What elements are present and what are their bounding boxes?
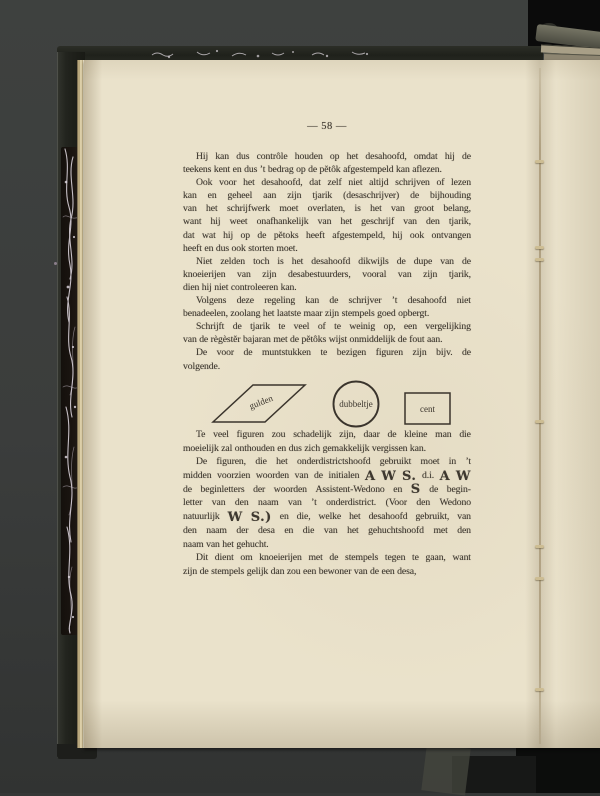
text-line: Te veel figuren zou schadelijk zijn, daar de kleine man die xyxy=(196,429,471,440)
text-line: midden voorzien woorden van de initialen A W S. d.i. A W xyxy=(183,468,471,484)
text-line: De figuren, die het onderdistrictshoofd gebruikt moet in ’t xyxy=(196,456,471,468)
gutter-stitch xyxy=(535,688,544,691)
text-line: Schrijft de tjarik te veel of te weinig op, een vergelijking xyxy=(196,321,471,333)
text-line: Niet zelden toch is het desahoofd dikwijls de dupe van de xyxy=(196,255,471,267)
gulden-label: gulden xyxy=(247,392,275,412)
text-line: de beginletters der woorden Assistent-Wedono en S de begin- xyxy=(183,482,471,498)
text-line: Volgens deze regeling kan de schrijver ’t desahoofd niet xyxy=(196,295,471,307)
text-line: Dit dient om knoeierijen met de stempels tegen te gaan, want xyxy=(196,552,471,564)
dubbeltje-label: dubbeltje xyxy=(339,399,373,409)
coin-figures xyxy=(183,377,471,429)
text-line: den naam der desa en die van het gehuchtshoofd met den xyxy=(183,524,471,536)
text-line: dat wat hij op de pĕtoks heeft afgestempeld, hij ook ontvangen xyxy=(183,229,471,241)
text-block-upper xyxy=(183,150,471,373)
text-line: heeft en dus ook storten moet. xyxy=(183,242,298,254)
text-line: letter van den naam van ’t onderdistrict. (Voor den Wedono xyxy=(183,497,471,509)
gutter-stitch xyxy=(535,420,544,423)
text-line: moeielijk zal onthouden en dus zich gemakkelijk vergissen kan. xyxy=(183,442,426,454)
text-line: zijn de stempels gelijk dan zou een bewoner van de een desa, xyxy=(183,565,417,577)
text-line: De voor de muntstukken te bezigen figuren zijn bijv. de xyxy=(196,347,471,359)
gutter-stitch xyxy=(535,258,544,261)
backdrop-cloth-fold xyxy=(421,743,470,795)
gutter-stitch xyxy=(535,160,544,163)
text-line: van het schrijfwerk moet overlaten, is het van groot belang, xyxy=(183,203,471,215)
gutter-stitch xyxy=(535,545,544,548)
text-line: Hij kan dus contrôle houden op het desahoofd, omdat hij de xyxy=(196,151,471,162)
text-line: want hij weet onafhankelijk van het geschrijf van den tjarik, xyxy=(183,216,471,228)
text-line: kan en geheel aan zijn tjarik (desaschrijver) de bijhouding xyxy=(183,190,471,202)
text-line: Ook voor het desahoofd, dat zelf niet altijd schrijven of lezen xyxy=(196,177,471,189)
cent-label: cent xyxy=(420,404,435,414)
page-number: — 58 — xyxy=(307,121,347,132)
text-line: naam van het gehucht. xyxy=(183,538,269,550)
text-line: volgende. xyxy=(183,360,221,372)
text-line: van de règèstĕr bajaran met de pĕtôks wijst onmiddelijk de fout aan. xyxy=(183,334,443,346)
text-line: natuurlijk W S.) en die, welke het desahoofd gebruikt, van xyxy=(183,509,471,525)
text-line: benadeelen, zoolang het laatste maar zijn stempels goed opbergt. xyxy=(183,308,430,320)
text-line: teekens kent en dus ’t bedrag op de pĕtôk afgestempeld kan aflezen. xyxy=(183,164,442,176)
text-block-lower xyxy=(183,428,471,579)
text-line: knoeierijen van zijn desabestuurders, vooral van zijn tjarik, xyxy=(183,268,471,280)
gutter-stitch xyxy=(535,246,544,249)
gutter-stitch xyxy=(535,577,544,580)
text-line: dien hij niet controleeren kan. xyxy=(183,281,297,293)
page-gutter-fold xyxy=(539,68,541,744)
